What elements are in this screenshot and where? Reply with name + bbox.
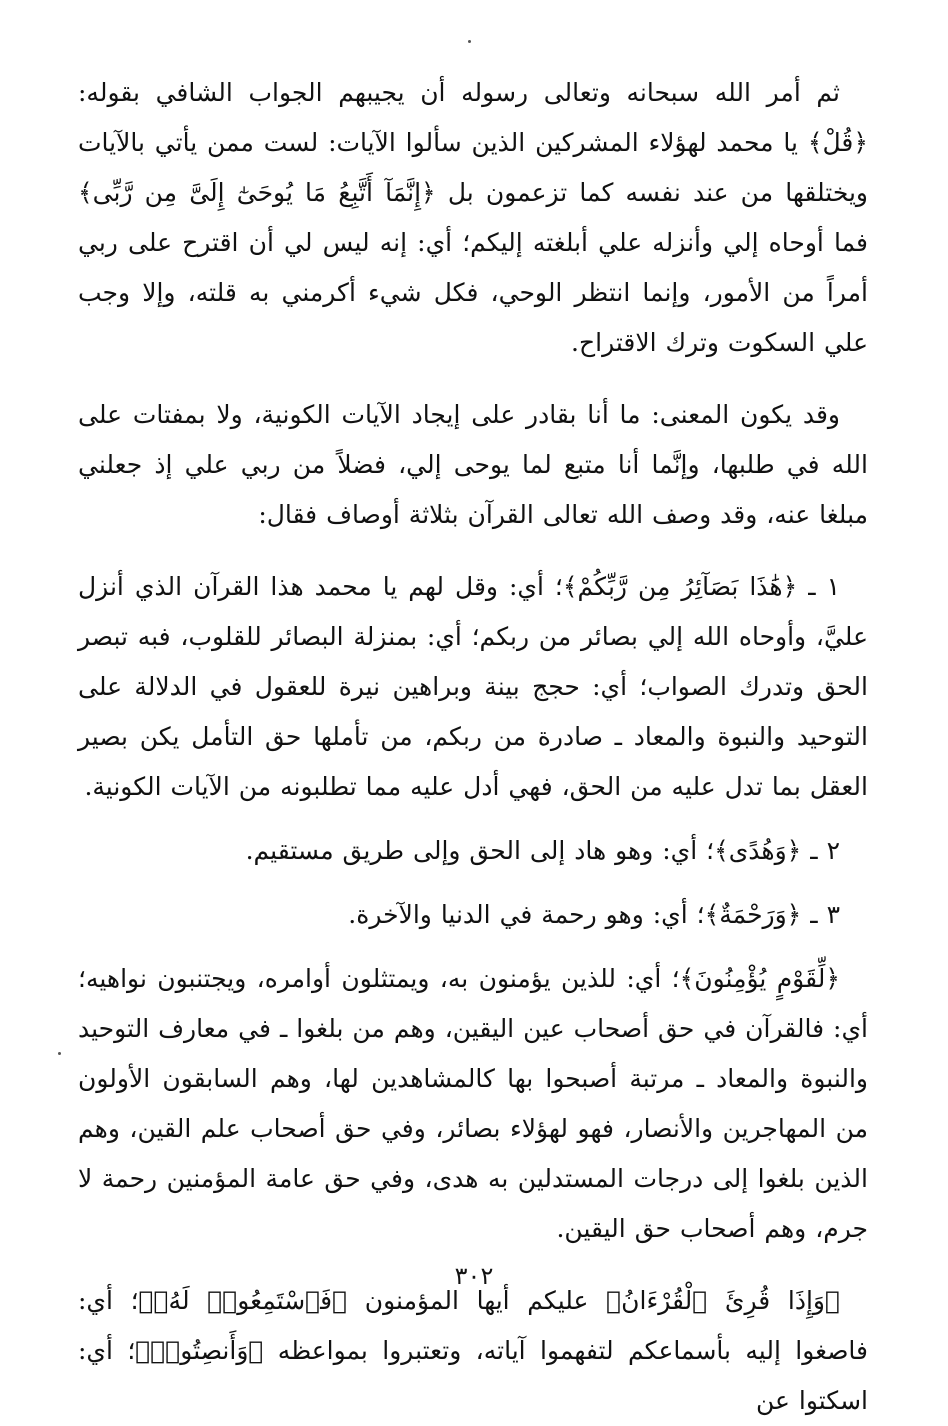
scan-speck [468, 40, 471, 43]
page-number: ٣٠٢ [454, 1262, 494, 1290]
paragraph-item-3: ٣ ـ ﴿وَرَحْمَةٌ﴾؛ أي: وهو رحمة في الدنيا والآخرة. [348, 900, 840, 929]
paragraph-item-1: ١ ـ ﴿هَٰذَا بَصَآئِرُ مِن رَّبِّكُمْ﴾؛ أي: وقل لهم يا محمد هذا القرآن الذي أنزل عليَّ، وأوحاه الله إلي بصائر من ربكم؛ أي: بمنزلة البصائر للقلوب، فبه تبصر الحق وتدرك الصواب؛ أي: حجج بينة وبراهين نيرة للعقول في الدلالة على التوحيد والنبوة والمعاد ـ صادرة من ربكم، من تأملها حق التأمل يكن بصير العقل بما تدل عليه من الحق، فهي أدل عليه مما تطلبونه من الآيات الكونية. [78, 572, 868, 801]
paragraph-2: وقد يكون المعنى: ما أنا بقادر على إيجاد الآيات الكونية، ولا بمفتات على الله في طلبها، وإنَّما أنا متبع لما يوحى إلي، فضلاً من ربي علي إذ جعلني مبلغا عنه، وقد وصف الله تعالى القرآن بثلاثة أوصاف فقال: [78, 400, 868, 529]
paragraph-1: ثم أمر الله سبحانه وتعالى رسوله أن يجيبهم الجواب الشافي بقوله: ﴿قُلْ﴾ يا محمد لهؤلاء المشركين الذين سألوا الآيات: لست ممن يأتي بالآيات ويختلقها من عند نفسه كما تزعمون بل ﴿إِنَّمَآ أَتَّبِعُ مَا يُوحَىٰٓ إِلَىَّ مِن رَّبِّى﴾ فما أوحاه إلي وأنزله علي أبلغته إليكم؛ أي: إنه ليس لي أن اقترح على ربي أمراً من الأمور، وإنما انتظر الوحي، فكل شيء أكرمني به قلته، وإلا وجب علي السكوت وترك الاقتراح. [78, 78, 869, 357]
paragraph-item-2: ٢ ـ ﴿وَهُدًى﴾؛ أي: وهو هاد إلى الحق وإلى طريق مستقيم. [245, 836, 840, 865]
paragraph-3: ﴿لِّقَوْمٍ يُؤْمِنُونَ﴾؛ أي: للذين يؤمنون به، ويمتثلون أوامره، ويجتنبون نواهيه؛ أي: فالقرآن في حق أصحاب عين اليقين، وهم من بلغوا ـ في معارف التوحيد والنبوة والمعاد ـ مرتبة أصبحوا بها كالمشاهدين لها، وهم السابقون الأولون من المهاجرين والأنصار، فهو لهؤلاء بصائر، وفي حق أصحاب علم القين، وهم الذين بلغوا إلى درجات المستدلين به هدى، وفي حق عامة المؤمنين رحمة لا جرم، وهم أصحاب حق اليقين. [78, 964, 868, 1243]
page-body [78, 68, 869, 1415]
scan-speck [58, 1052, 61, 1055]
paragraph-4: ﴿وَإِذَا قُرِئَ ٱلْقُرْءَانُ﴾ عليكم أيها المؤمنون ﴿فَٱسْتَمِعُوا۟ لَهُۥ﴾؛ أي: فاصغوا إليه بأسماعكم لتفهموا آياته، وتعتبروا بمواعظه ﴿وَأَنصِتُوا۟﴾؛ أي: اسكتوا عن [78, 1286, 868, 1415]
